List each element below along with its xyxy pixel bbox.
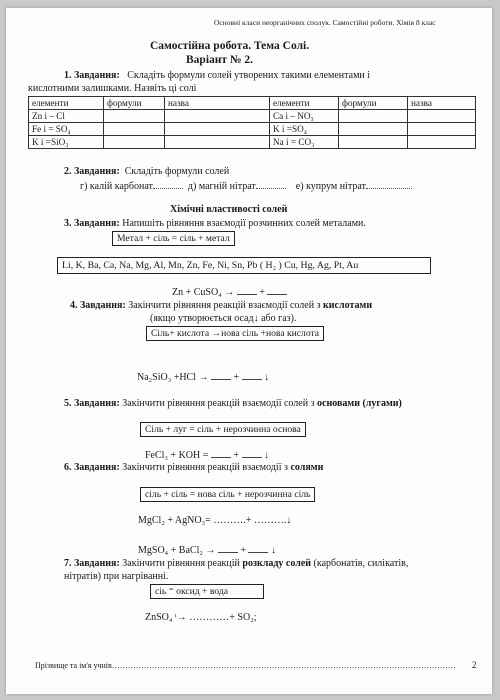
table-row <box>29 123 476 136</box>
task2-item-g: г) калій карбонат <box>80 181 153 192</box>
task7-bold: розкладу солей <box>242 558 312 569</box>
page-number: 2 <box>472 660 477 670</box>
answer-blank <box>256 180 286 189</box>
task3-label: 3. Завдання: <box>64 218 120 229</box>
task2-item-d: д) магній нітрат <box>187 181 256 192</box>
table-cell <box>408 136 476 149</box>
task4-bold: кислотами <box>323 300 373 311</box>
table-cell: K і =SiO₃ <box>29 136 104 149</box>
table-cell: K і =SO₄ <box>270 123 339 136</box>
table-cell <box>104 136 165 149</box>
table-cell <box>339 123 408 136</box>
task7-eq: ZnSO₄ ᵗ→ …………+ SO₂; <box>145 612 257 623</box>
table-cell: Zn і – Cl <box>29 110 104 123</box>
plus-sign: + <box>233 450 240 461</box>
task6-bold: солями <box>290 462 324 473</box>
task4-label: 4. Завдання: <box>70 300 126 311</box>
answer-blank <box>242 449 262 458</box>
table-header-cell: назва <box>408 97 476 110</box>
task7-text3: нітратів) при нагріванні. <box>64 571 169 582</box>
plus-sign: + <box>233 372 240 383</box>
task7-text2: (карбонатів, силікатів, <box>313 558 409 569</box>
table-header-cell: елементи <box>270 97 339 110</box>
task7-label: 7. Завдання: <box>64 558 120 569</box>
plus-sign: + <box>240 545 246 556</box>
table-cell <box>104 123 165 136</box>
student-name-line: Прізвище та ім'я учнів………………………………………………………………………………………………………………… <box>35 661 456 670</box>
task5-line <box>64 398 402 409</box>
task7-scheme-box: сіь ⁼ оксид + вода <box>150 584 264 599</box>
task4-text: Закінчити рівняння реакцій взаємодії солей з <box>128 300 321 311</box>
task4-eq: Na₂SiO₃ +HCl → <box>137 372 209 383</box>
table-cell <box>408 110 476 123</box>
answer-blank <box>248 544 268 553</box>
task1-text2: кислотними залишками. Назвіть ці солі <box>28 83 197 94</box>
task5-equation <box>145 449 269 461</box>
task2-text: Складіть формули солей <box>124 166 230 177</box>
task5-bold: основами (лугами) <box>317 398 402 409</box>
plus-sign: + <box>259 287 265 298</box>
task6-label: 6. Завдання: <box>64 462 120 473</box>
answer-blank <box>153 180 183 189</box>
task2-line <box>64 166 229 177</box>
task3-scheme-box: Метал + сіль = сіль + метал <box>112 231 235 246</box>
running-header: Основні класи неорганічних сполук. Самостійні роботи. Хімія 8 клас <box>214 18 436 27</box>
answer-blank <box>267 286 287 295</box>
task3-eq: Zn + CuSO₄ → <box>172 287 235 298</box>
table-row <box>29 110 476 123</box>
table-cell <box>165 136 270 149</box>
task1-text: Складіть формули солей утворених такими елементами і <box>127 70 371 81</box>
table-header-cell: елементи <box>29 97 104 110</box>
task6-eq1: MgCl₂ + AgNO₃= ……….+ ……….↓ <box>138 515 292 526</box>
task3-text: Напишіть рівняння взаємодії розчинних солей металами. <box>122 218 366 229</box>
answer-blank <box>237 286 257 295</box>
table-cell: Na і = CO₃ <box>270 136 339 149</box>
task4-line <box>70 300 372 311</box>
task5-label: 5. Завдання: <box>64 398 120 409</box>
precipitate-arrow: ↓ <box>270 545 276 556</box>
task2-items <box>80 180 412 192</box>
precipitate-arrow: ↓ <box>264 450 270 461</box>
answer-blank <box>211 371 231 380</box>
table-header-cell: назва <box>165 97 270 110</box>
elements-table <box>28 96 476 149</box>
table-header-row <box>29 97 476 110</box>
table-cell <box>408 123 476 136</box>
table-cell <box>165 110 270 123</box>
answer-blank <box>366 180 412 189</box>
table-cell: Fe і = SO₄ <box>29 123 104 136</box>
task5-text: Закінчити рівняння реакцій взаємодії солей з <box>122 398 315 409</box>
task6-line <box>64 462 323 473</box>
task1-line1 <box>64 70 370 81</box>
task7-line <box>64 558 408 569</box>
task2-item-e: е) купрум нітрат <box>295 181 366 192</box>
task6-scheme-box: сіль + сіль = нова сіль + нерозчинна сіль <box>140 487 315 502</box>
table-cell <box>165 123 270 136</box>
table-cell <box>339 110 408 123</box>
table-header-cell: формули <box>339 97 408 110</box>
task6-equation2 <box>138 544 276 556</box>
task5-scheme-box: Сіль + луг = сіль + нерозчинна основа <box>140 422 306 437</box>
task3-equation <box>172 286 287 298</box>
task1-label: 1. Завдання: <box>64 70 120 81</box>
table-cell <box>339 136 408 149</box>
answer-blank <box>218 544 238 553</box>
answer-blank <box>242 371 262 380</box>
task6-text: Закінчити рівняння реакцій взаємодії з <box>122 462 288 473</box>
task2-label: 2. Завдання: <box>64 166 120 177</box>
table-cell <box>104 110 165 123</box>
table-row <box>29 136 476 149</box>
task3-line <box>64 218 366 229</box>
variant-number: Варіант № 2. <box>186 54 253 66</box>
table-cell: Ca і – NO₃ <box>270 110 339 123</box>
precipitate-arrow: ↓ <box>264 372 270 383</box>
task5-eq: FeCl₃ + KOH = <box>145 450 209 461</box>
task6-eq2: MgSO₄ + BaCl₂ → <box>138 545 216 556</box>
page-title: Самостійна робота. Тема Солі. <box>150 40 310 52</box>
task4-equation <box>137 371 269 383</box>
table-header-cell: формули <box>104 97 165 110</box>
activity-series-box: Li, K, Ba, Ca, Na, Mg, Al, Mn, Zn, Fe, Ni, Sn, Pb ( H₂ ) Cu, Hg, Ag, Pt, Au <box>57 257 431 274</box>
task4-scheme-box: Сіль+ кислота →нова сіль +нова кислота <box>146 326 324 341</box>
section-title: Хімічні властивості солей <box>170 204 288 215</box>
answer-blank <box>211 449 231 458</box>
task4-note: (якщо утворюється осад↓ або газ). <box>150 313 297 324</box>
task7-text: Закінчити рівняння реакцій <box>122 558 240 569</box>
